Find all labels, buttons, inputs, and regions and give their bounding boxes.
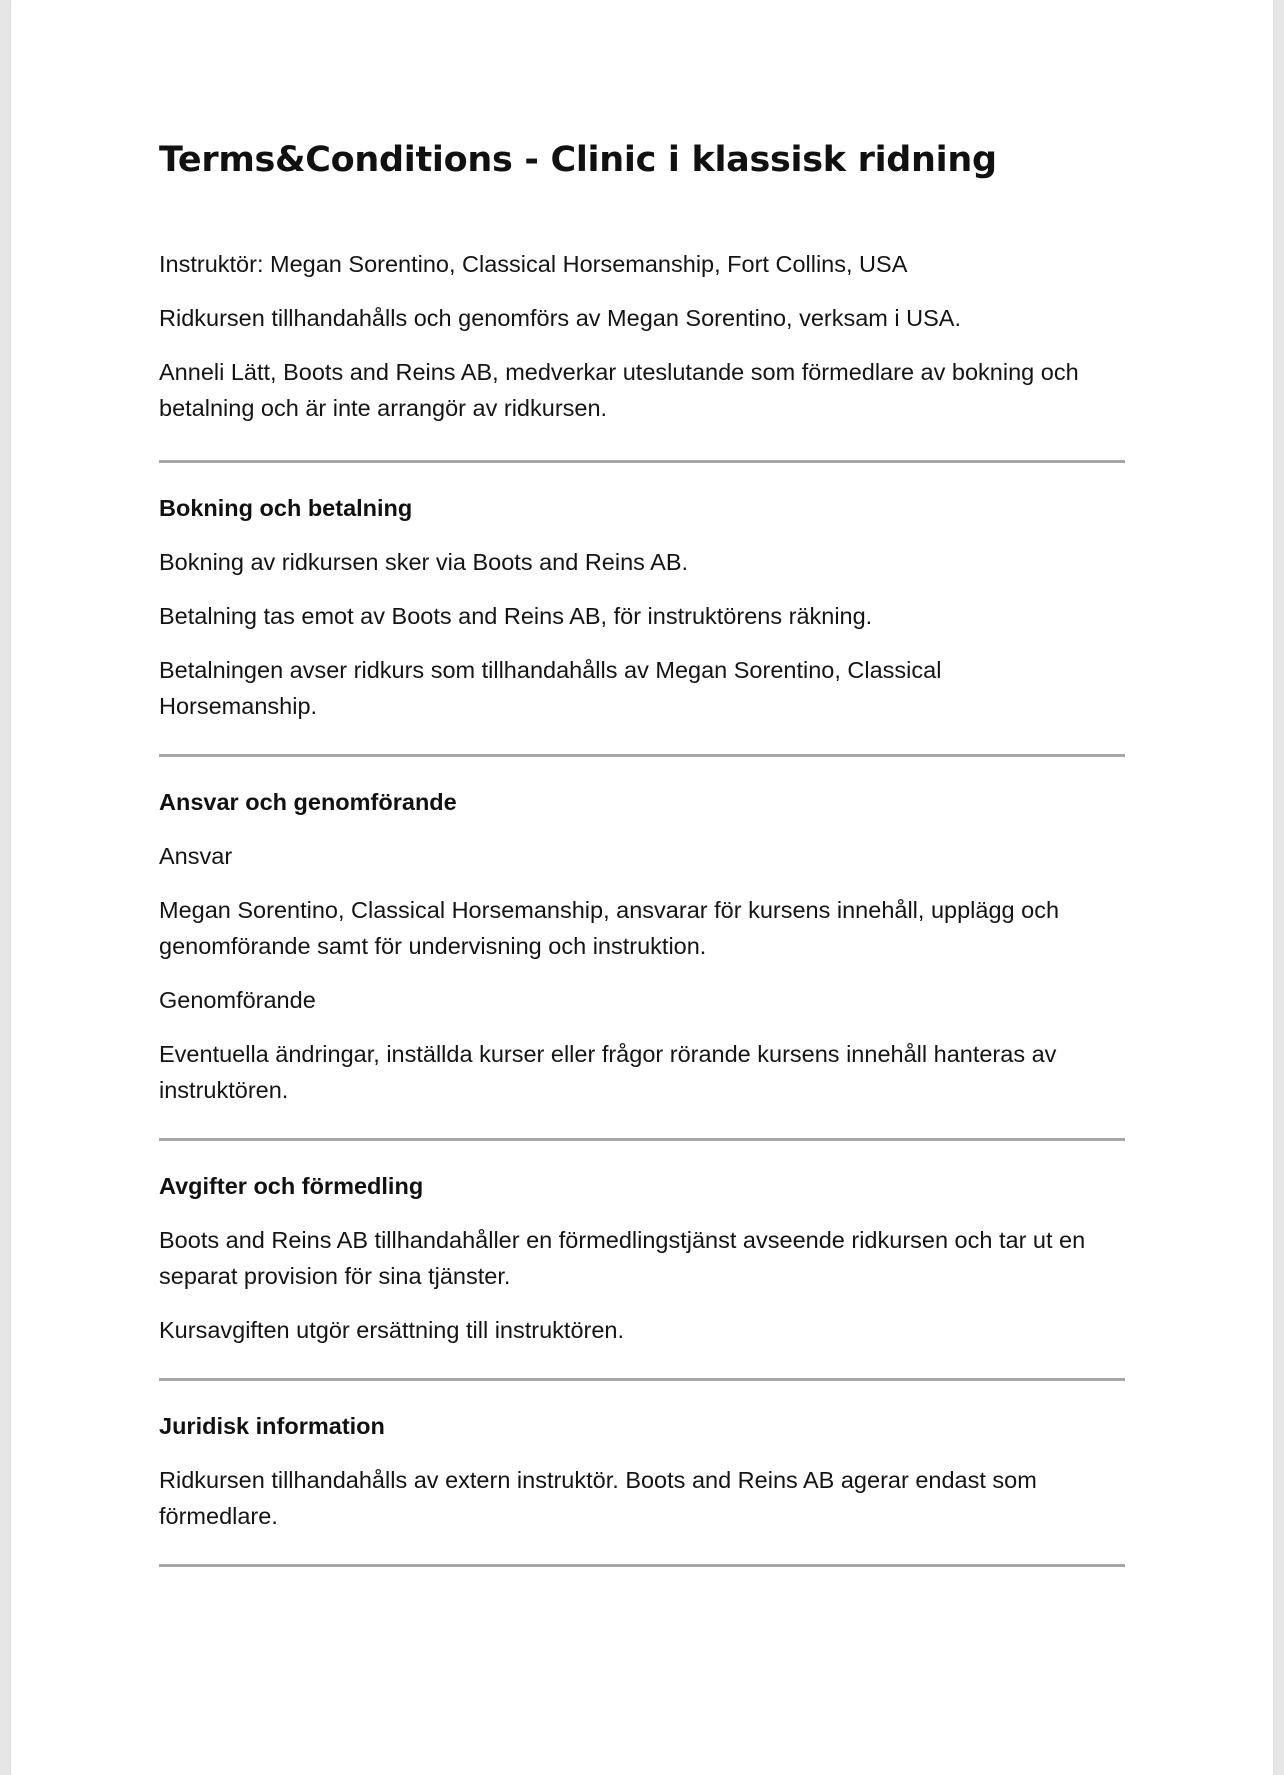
instructor-line: Instruktör: Megan Sorentino, Classical Horsemanship, Fort Collins, USA [159,251,908,277]
section-paragraph: Kursavgiften utgör ersättning till instruktören. [159,1317,625,1343]
section-booking-payment [159,463,1135,757]
section-divider [159,1564,1125,1567]
document-page [11,0,1273,1775]
intro-block [159,246,1135,463]
section-heading: Juridisk information [159,1413,385,1439]
page-title: Terms&Conditions - Clinic i klassisk ridning [159,140,997,180]
section-paragraph: Betalning tas emot av Boots and Reins AB, för instruktörens räkning. [159,603,873,629]
document-content [159,139,1135,1567]
section-paragraph: Bokning av ridkursen sker via Boots and Reins AB. [159,549,689,575]
section-paragraph: Betalningen avser ridkurs som tillhandahålls av Megan Sorentino, Classical Horsemanship. [159,657,942,719]
section-paragraph: Boots and Reins AB tillhandahåller en förmedlingstjänst avseende ridkursen och tar ut en separat provision för sina tjänster. [159,1227,1086,1289]
section-heading: Avgifter och förmedling [159,1173,424,1199]
section-fees [159,1141,1135,1381]
section-responsibility [159,757,1135,1141]
section-paragraph: Ridkursen tillhandahålls av extern instruktör. Boots and Reins AB agerar endast som förmedlare. [159,1467,1037,1529]
intro-paragraph: Anneli Lätt, Boots and Reins AB, medverkar uteslutande som förmedlare av bokning och betalning och är inte arrangör av ridkursen. [159,359,1079,421]
section-paragraph: Megan Sorentino, Classical Horsemanship, ansvarar för kursens innehåll, upplägg och genomförande samt för undervisning och instruktion. [159,897,1060,959]
section-paragraph: Eventuella ändringar, inställda kurser eller frågor rörande kursens innehåll hanteras av instruktören. [159,1041,1057,1103]
section-subheading: Ansvar [159,843,233,869]
section-subheading: Genomförande [159,987,316,1013]
intro-paragraph: Ridkursen tillhandahålls och genomförs av Megan Sorentino, verksam i USA. [159,305,962,331]
section-legal [159,1381,1135,1567]
section-heading: Ansvar och genomförande [159,789,457,815]
section-heading: Bokning och betalning [159,495,413,521]
